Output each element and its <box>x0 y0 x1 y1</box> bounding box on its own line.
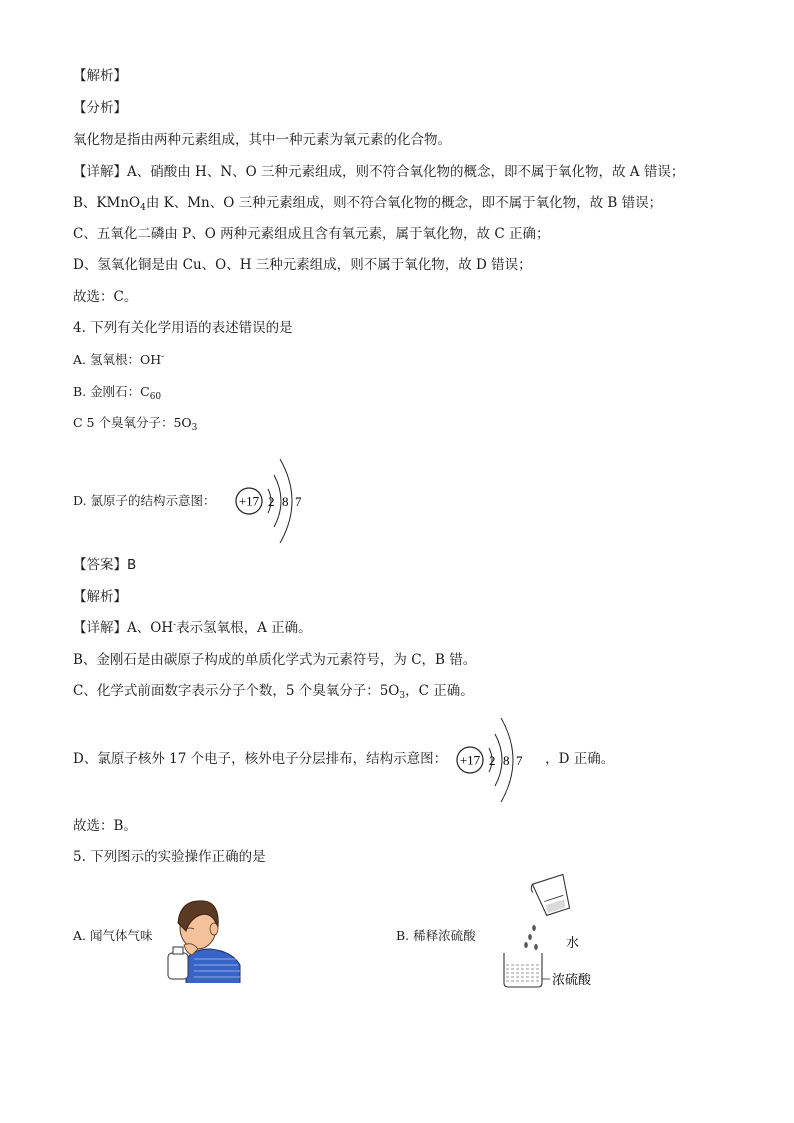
paragraph-detail-d: D、氢氧化铜是由 Cu、O、H 三种元素组成，则不属于氧化物，故 D 错误； <box>73 257 532 273</box>
explanation-b: B、金刚石是由碳原子构成的单质化学式为元素符号，为 C，B 错。 <box>73 652 477 668</box>
question-5-stem: 5. 下列图示的实验操作正确的是 <box>73 849 266 865</box>
label-concentrated-acid: 浓硫酸 <box>552 973 592 988</box>
paragraph-definition: 氧化物是指由两种元素组成，其中一种元素为氧元素的化合物。 <box>73 132 451 148</box>
shell-3-count: 7 <box>516 753 523 768</box>
selection-b: 故选：B。 <box>73 818 137 834</box>
section-heading-analysis: 【解析】 <box>73 68 127 84</box>
question-4-option-c: C 5 个臭氧分子：$5O_3$ <box>73 415 198 433</box>
question-4-option-d: D. 氯原子的结构示意图： <box>73 493 216 508</box>
answer-line: 【答案】B <box>73 557 137 573</box>
nucleus-label: +17 <box>238 493 260 509</box>
section-heading-analysis-2: 【解析】 <box>73 589 127 605</box>
shell-1-count: 2 <box>489 753 496 768</box>
dilute-acid-illustration <box>496 873 606 993</box>
paragraph-detail-c: C、五氧化二磷由 P、O 两种元素组成且含有氧元素，属于氧化物，故 C 正确； <box>73 226 550 242</box>
shell-3-count: 7 <box>295 494 302 509</box>
paragraph-detail-a: 【详解】A、硝酸由 H、N、O 三种元素组成，则不符合氧化物的概念，即不属于氧化物，故 A 错误； <box>73 164 685 180</box>
explanation-c: C、化学式前面数字表示分子个数，5 个臭氧分子：$5O_3$，C 正确。 <box>73 683 474 701</box>
shell-2-count: 8 <box>503 753 510 768</box>
shell-1-count: 2 <box>268 494 275 509</box>
question-4-stem: 4. 下列有关化学用语的表述错误的是 <box>73 320 293 336</box>
electron-shell-2 <box>274 475 281 527</box>
paragraph-detail-b: B、KMnO$_4$由 K、Mn、O 三种元素组成，则不符合氧化物的概念，即不属于氧化物，故 B 错误； <box>73 195 663 213</box>
question-5-option-a: A. 闻气体气味 <box>73 928 153 943</box>
smell-gas-illustration <box>164 893 244 983</box>
question-5-option-b: B. 稀释浓硫酸 <box>396 928 476 943</box>
nucleus-label: +17 <box>459 752 481 768</box>
label-water: 水 <box>566 936 580 951</box>
chlorine-atom-diagram-2 <box>453 714 533 806</box>
explanation-a: 【详解】A、OH-表示氢氧根，A 正确。 <box>73 620 312 636</box>
paragraph-selection: 故选：C。 <box>73 289 138 305</box>
chlorine-atom-diagram <box>232 455 312 547</box>
electron-shell-2 <box>495 734 502 786</box>
shell-2-count: 8 <box>282 494 289 509</box>
explanation-d: D、氯原子核外 17 个电子，核外电子分层排布，结构示意图： ，D 正确。 <box>73 751 615 767</box>
section-heading-fenxi: 【分析】 <box>73 100 127 116</box>
question-4-option-b: B. 金刚石：$C_{60}$ <box>73 384 162 402</box>
question-4-option-a: A. 氢氧根：OH- <box>73 352 165 367</box>
